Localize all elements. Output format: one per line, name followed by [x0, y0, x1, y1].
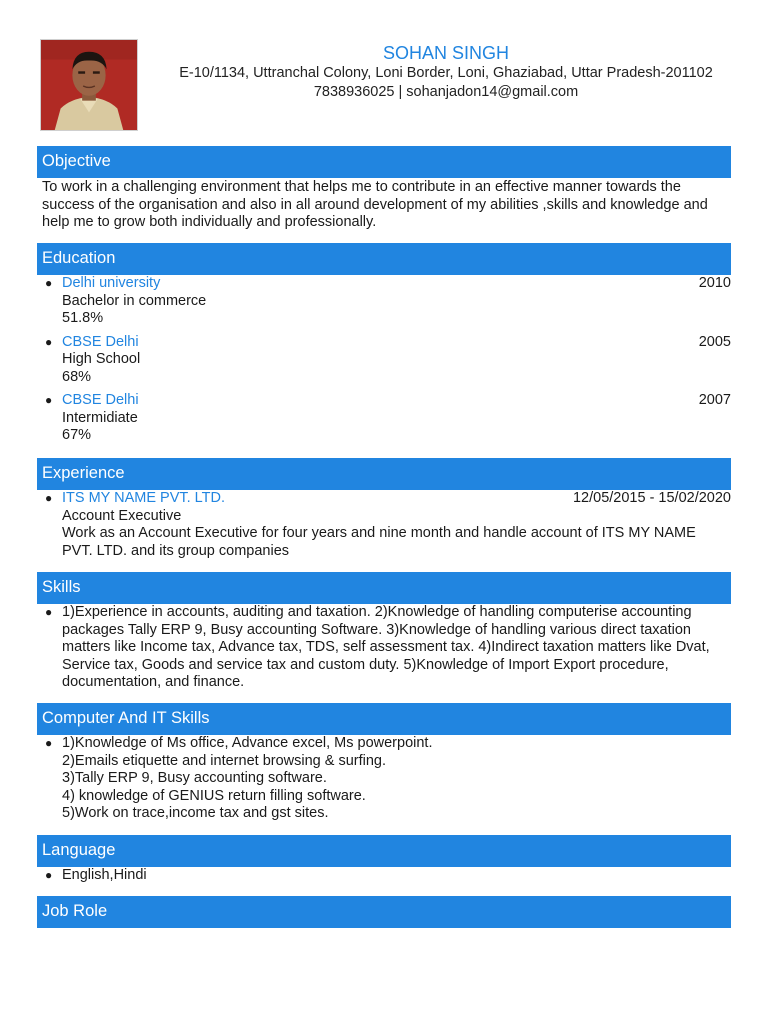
- education-item: [37, 334, 731, 387]
- objective-heading: Objective: [37, 146, 731, 178]
- skills-text: 1)Experience in accounts, auditing and taxation. 2)Knowledge of handling computerise accounting packages Tally ERP 9, Busy accounting Software. 3)Knowledge of handling various direct taxation matters like Income tax, Advance tax, TDS, self assessment tax. 4)Indirect taxation matters like Dvat, Service tax, Goods and service tax and custom duty. 5)Knowledge of Import Export procedure, documentation, and finance.: [62, 604, 710, 690]
- experience-item: [37, 490, 731, 560]
- bullet-icon: ●: [45, 276, 53, 290]
- language-heading: Language: [37, 835, 731, 867]
- it-skills-heading: Computer And IT Skills: [37, 703, 731, 735]
- experience-company: ITS MY NAME PVT. LTD.: [62, 490, 226, 506]
- experience-dates: 12/05/2015 - 15/02/2020: [572, 490, 731, 506]
- bullet-icon: ●: [45, 868, 53, 882]
- bullet-icon: ●: [45, 736, 53, 750]
- education-institution: CBSE Delhi: [62, 392, 139, 408]
- profile-photo-image: [41, 40, 137, 130]
- it-skill-line: 4) knowledge of GENIUS return filling software.: [62, 787, 366, 804]
- bullet-icon: ●: [45, 605, 53, 619]
- it-skill-line: 5)Work on trace,income tax and gst sites.: [62, 805, 329, 821]
- education-year: 2010: [698, 275, 731, 291]
- experience-role: Account Executive: [62, 507, 182, 524]
- job-role-section: [37, 896, 731, 928]
- education-list: [37, 275, 731, 445]
- education-section: [37, 243, 731, 445]
- education-year: 2005: [698, 333, 731, 350]
- education-score: 68%: [62, 368, 92, 385]
- experience-heading: Experience: [37, 458, 731, 490]
- education-degree: High School: [62, 351, 141, 367]
- language-list: [37, 867, 731, 885]
- education-degree: Bachelor in commerce: [62, 292, 207, 309]
- address: E-10/1134, Uttranchal Colony, Loni Border, Loni, Ghaziabad, Uttar Pradesh-201102: [179, 65, 713, 81]
- education-item: [37, 392, 731, 445]
- education-degree: Intermidiate: [62, 409, 138, 426]
- skills-section: [37, 572, 731, 692]
- experience-description: Work as an Account Executive for four years and nine month and handle account of ITS MY NAME PVT. LTD. and its group companies: [62, 525, 696, 559]
- education-item: [37, 275, 731, 328]
- candidate-name: SOHAN SINGH: [382, 43, 510, 63]
- skills-item: [37, 604, 731, 692]
- resume-header: [160, 42, 732, 102]
- it-skills-section: [37, 703, 731, 823]
- education-score: 51.8%: [62, 310, 104, 326]
- experience-list: [37, 490, 731, 560]
- education-institution: CBSE Delhi: [62, 333, 139, 350]
- it-skill-line: 1)Knowledge of Ms office, Advance excel, Ms powerpoint.: [62, 735, 433, 751]
- experience-section: [37, 458, 731, 560]
- it-skill-line: 3)Tally ERP 9, Busy accounting software.: [62, 770, 327, 786]
- education-institution: Delhi university: [62, 275, 161, 291]
- language-text: English,Hindi: [62, 867, 147, 883]
- job-role-heading: Job Role: [37, 896, 731, 928]
- it-skills-item: [37, 735, 731, 823]
- education-heading: Education: [37, 243, 731, 275]
- profile-photo: [40, 39, 138, 131]
- language-item: [37, 867, 731, 885]
- objective-text: To work in a challenging environment that helps me to contribute in an effective manner towards the success of the organisation and also in all around development of my abilities ,skills and knowledge and help me to grow both individually and professionally.: [42, 179, 708, 230]
- education-year: 2007: [698, 392, 731, 408]
- skills-heading: Skills: [37, 572, 731, 604]
- objective-section: [37, 146, 731, 232]
- language-section: [37, 835, 731, 885]
- bullet-icon: ●: [45, 491, 53, 505]
- skills-list: [37, 604, 731, 692]
- phone-email: 7838936025 | sohanjadon14@gmail.com: [313, 84, 579, 100]
- bullet-icon: ●: [45, 393, 53, 407]
- it-skill-line: 2)Emails etiquette and internet browsing & surfing.: [62, 752, 387, 769]
- it-skills-list: [37, 735, 731, 823]
- education-score: 67%: [62, 427, 92, 443]
- bullet-icon: ●: [45, 334, 53, 349]
